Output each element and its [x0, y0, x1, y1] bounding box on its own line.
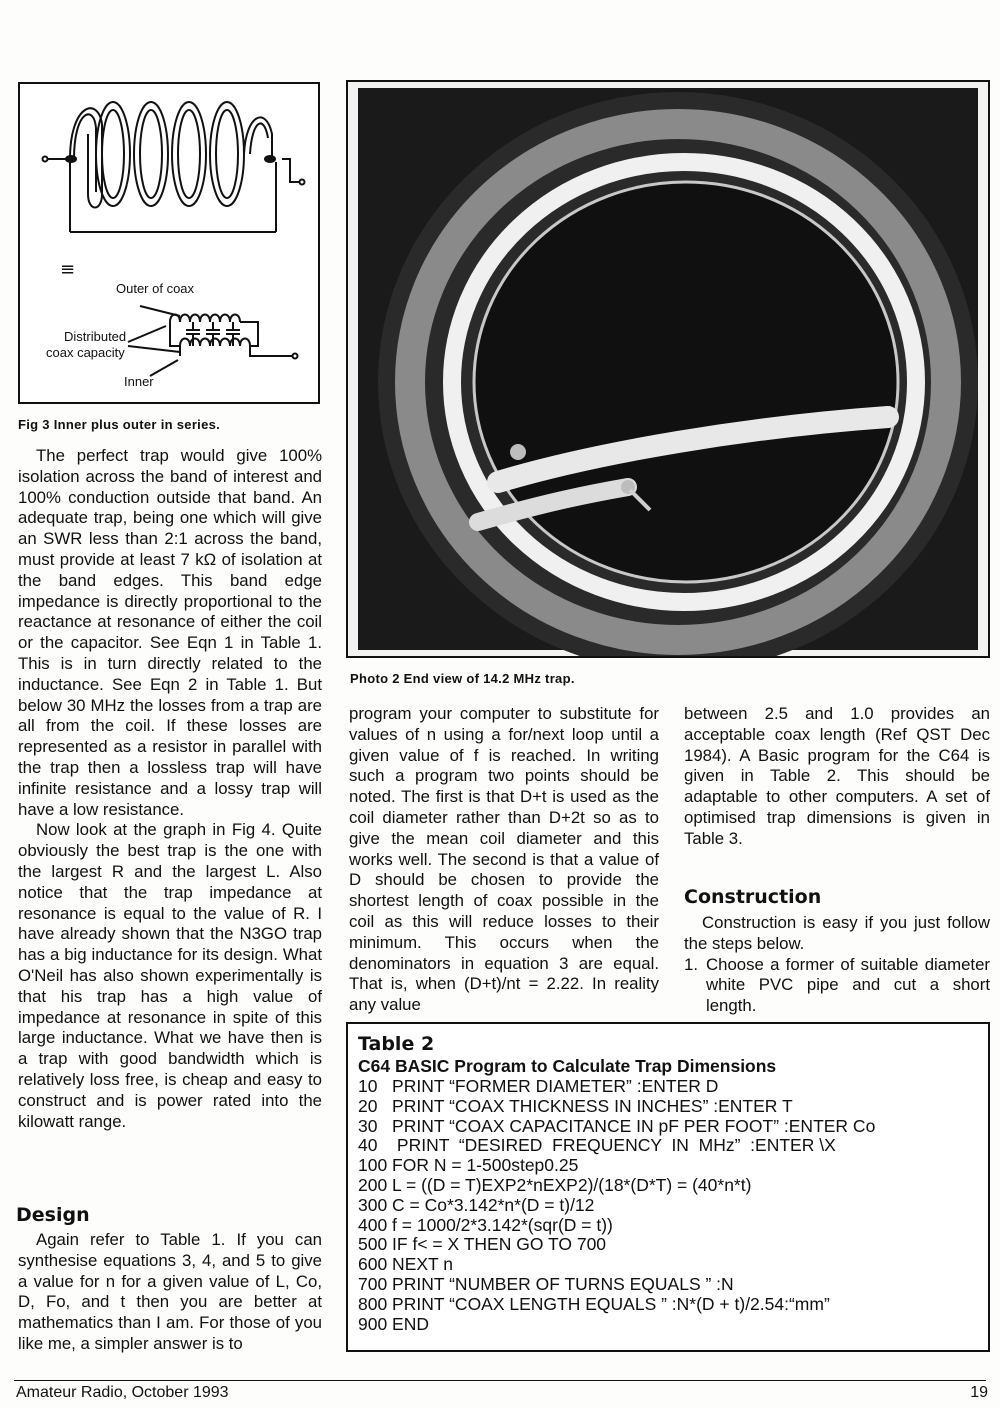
coax-coil	[70, 102, 272, 208]
paragraph: Again refer to Table 1. If you can synthesise equations 3, 4, and 5 to give a value for n for a given value of L, Co, D, Fo, and t then you are better at mathematics than I am. For those of you like me, a simpler answer is to	[18, 1230, 322, 1353]
code-line: 40 PRINT “DESIRED FREQUENCY IN MHz” :ENTER \X	[358, 1135, 836, 1156]
code-line: 400 f = 1000/2*3.142*(sqr(D = t))	[358, 1214, 613, 1235]
code-line: 700 PRINT “NUMBER OF TURNS EQUALS ” :N	[358, 1273, 734, 1294]
paragraph: Now look at the graph in Fig 4. Quite obviously the best trap is the one with the largest R and the largest L. Also notice that the trap impedance at resonance is equal to the value of R. I have already shown that the N3GO trap has a big inductance for its design. What O'Neil has also shown experimentally is that his trap has a high value of impedance at resonance in spite of this large inductance. What we have then is a trap with good bandwidth which is relatively loss free, is cheap and easy to construct and is power rated into the kilowatt range.	[18, 820, 322, 1131]
design-text	[18, 1230, 322, 1355]
table-2	[346, 1022, 990, 1352]
paragraph: Construction is easy if you just follow the steps below.	[684, 913, 990, 953]
equivalent-symbol: ≡	[60, 259, 76, 280]
construction-heading: Construction	[684, 886, 822, 908]
equivalent-circuit	[128, 306, 298, 376]
trap-photo	[348, 82, 988, 656]
list-number: 1.	[684, 954, 698, 974]
column-2	[349, 704, 659, 1016]
table-subtitle: C64 BASIC Program to Calculate Trap Dimensions	[358, 1056, 777, 1076]
footer-publication: Amateur Radio, October 1993	[16, 1384, 229, 1401]
list-text: Choose a former of suitable diameter white PVC pipe and cut a short length.	[706, 954, 990, 1016]
construction-text	[684, 913, 990, 1017]
paragraph: between 2.5 and 1.0 provides an acceptable coax length (Ref QST Dec 1984). A Basic program for the C64 is given in Table 2. This should be adaptable to other computers. A set of optimised trap dimensions is given in Table 3.	[684, 704, 990, 848]
figure-3-caption: Fig 3 Inner plus outer in series.	[18, 417, 221, 432]
code-line: 300 C = Co*3.142*n*(D = t)/12	[358, 1194, 595, 1215]
code-line: 10 PRINT “FORMER DIAMETER” :ENTER D	[358, 1076, 719, 1096]
code-line: 20 PRINT “COAX THICKNESS IN INCHES” :ENTER T	[358, 1095, 793, 1116]
design-heading: Design	[16, 1204, 90, 1226]
list-item	[684, 955, 990, 1017]
footer-rule	[14, 1380, 986, 1381]
trap-diagram	[20, 84, 318, 402]
code-line: 500 IF f< = X THEN GO TO 700	[358, 1234, 607, 1255]
label-coax-capacity: coax capacity	[46, 345, 125, 360]
label-outer-of-coax: Outer of coax	[116, 281, 195, 296]
figure-3	[18, 82, 320, 404]
column-3	[684, 704, 990, 850]
paragraph: program your computer to substitute for values of n using a for/next loop until a given value of f is reached. In writing such a program two points should be noted. The first is that D+t is used as the coil diameter rather than D+2t so as to give the mean coil diameter and this works well. The second is that a value of D should be chosen to provide the shortest length of coax possible in the coil as this will reduce losses to their minimum. This occurs when the denominators in equation 3 are equal. That is, when (D+t)/nt = 2.22. In reality any value	[349, 704, 659, 1015]
photo-2	[346, 80, 990, 658]
photo-2-caption: Photo 2 End view of 14.2 MHz trap.	[350, 671, 575, 686]
column-1	[18, 446, 322, 1132]
label-inner: Inner	[124, 374, 154, 389]
code-line: 30 PRINT “COAX CAPACITANCE IN pF PER FOOT” :ENTER Co	[358, 1115, 876, 1136]
code-line: 200 L = ((D = T)EXP2*nEXP2)/(18*(D*T) = (40*n*t)	[358, 1174, 752, 1195]
paragraph: The perfect trap would give 100% isolation across the band of interest and 100% conduction outside that band. An adequate trap, being one which will give an SWR less than 2:1 across the band, must provide at least 7 kΩ of isolation at the band edges. This band edge impedance is directly proportional to the reactance at resonance of either the coil or the capacitor. See Eqn 1 in Table 1. This is in turn directly related to the inductance. See Eqn 2 in Table 1. But below 30 MHz the losses from a trap are all from the coil. If these losses are represented as a resistor in parallel with the trap then a lossless trap will have infinite resistance and a lossy trap will have a low resistance.	[18, 446, 322, 819]
code-line: 800 PRINT “COAX LENGTH EQUALS ” :N*(D + t)/2.54:“mm”	[358, 1293, 830, 1314]
page-number: 19	[970, 1384, 988, 1401]
label-distributed: Distributed	[64, 329, 127, 344]
code-line: 600 NEXT n	[358, 1254, 454, 1275]
code-line: 900 END	[358, 1313, 430, 1334]
table-title: Table 2	[358, 1033, 435, 1055]
code-line: 100 FOR N = 1-500step0.25	[358, 1155, 579, 1176]
